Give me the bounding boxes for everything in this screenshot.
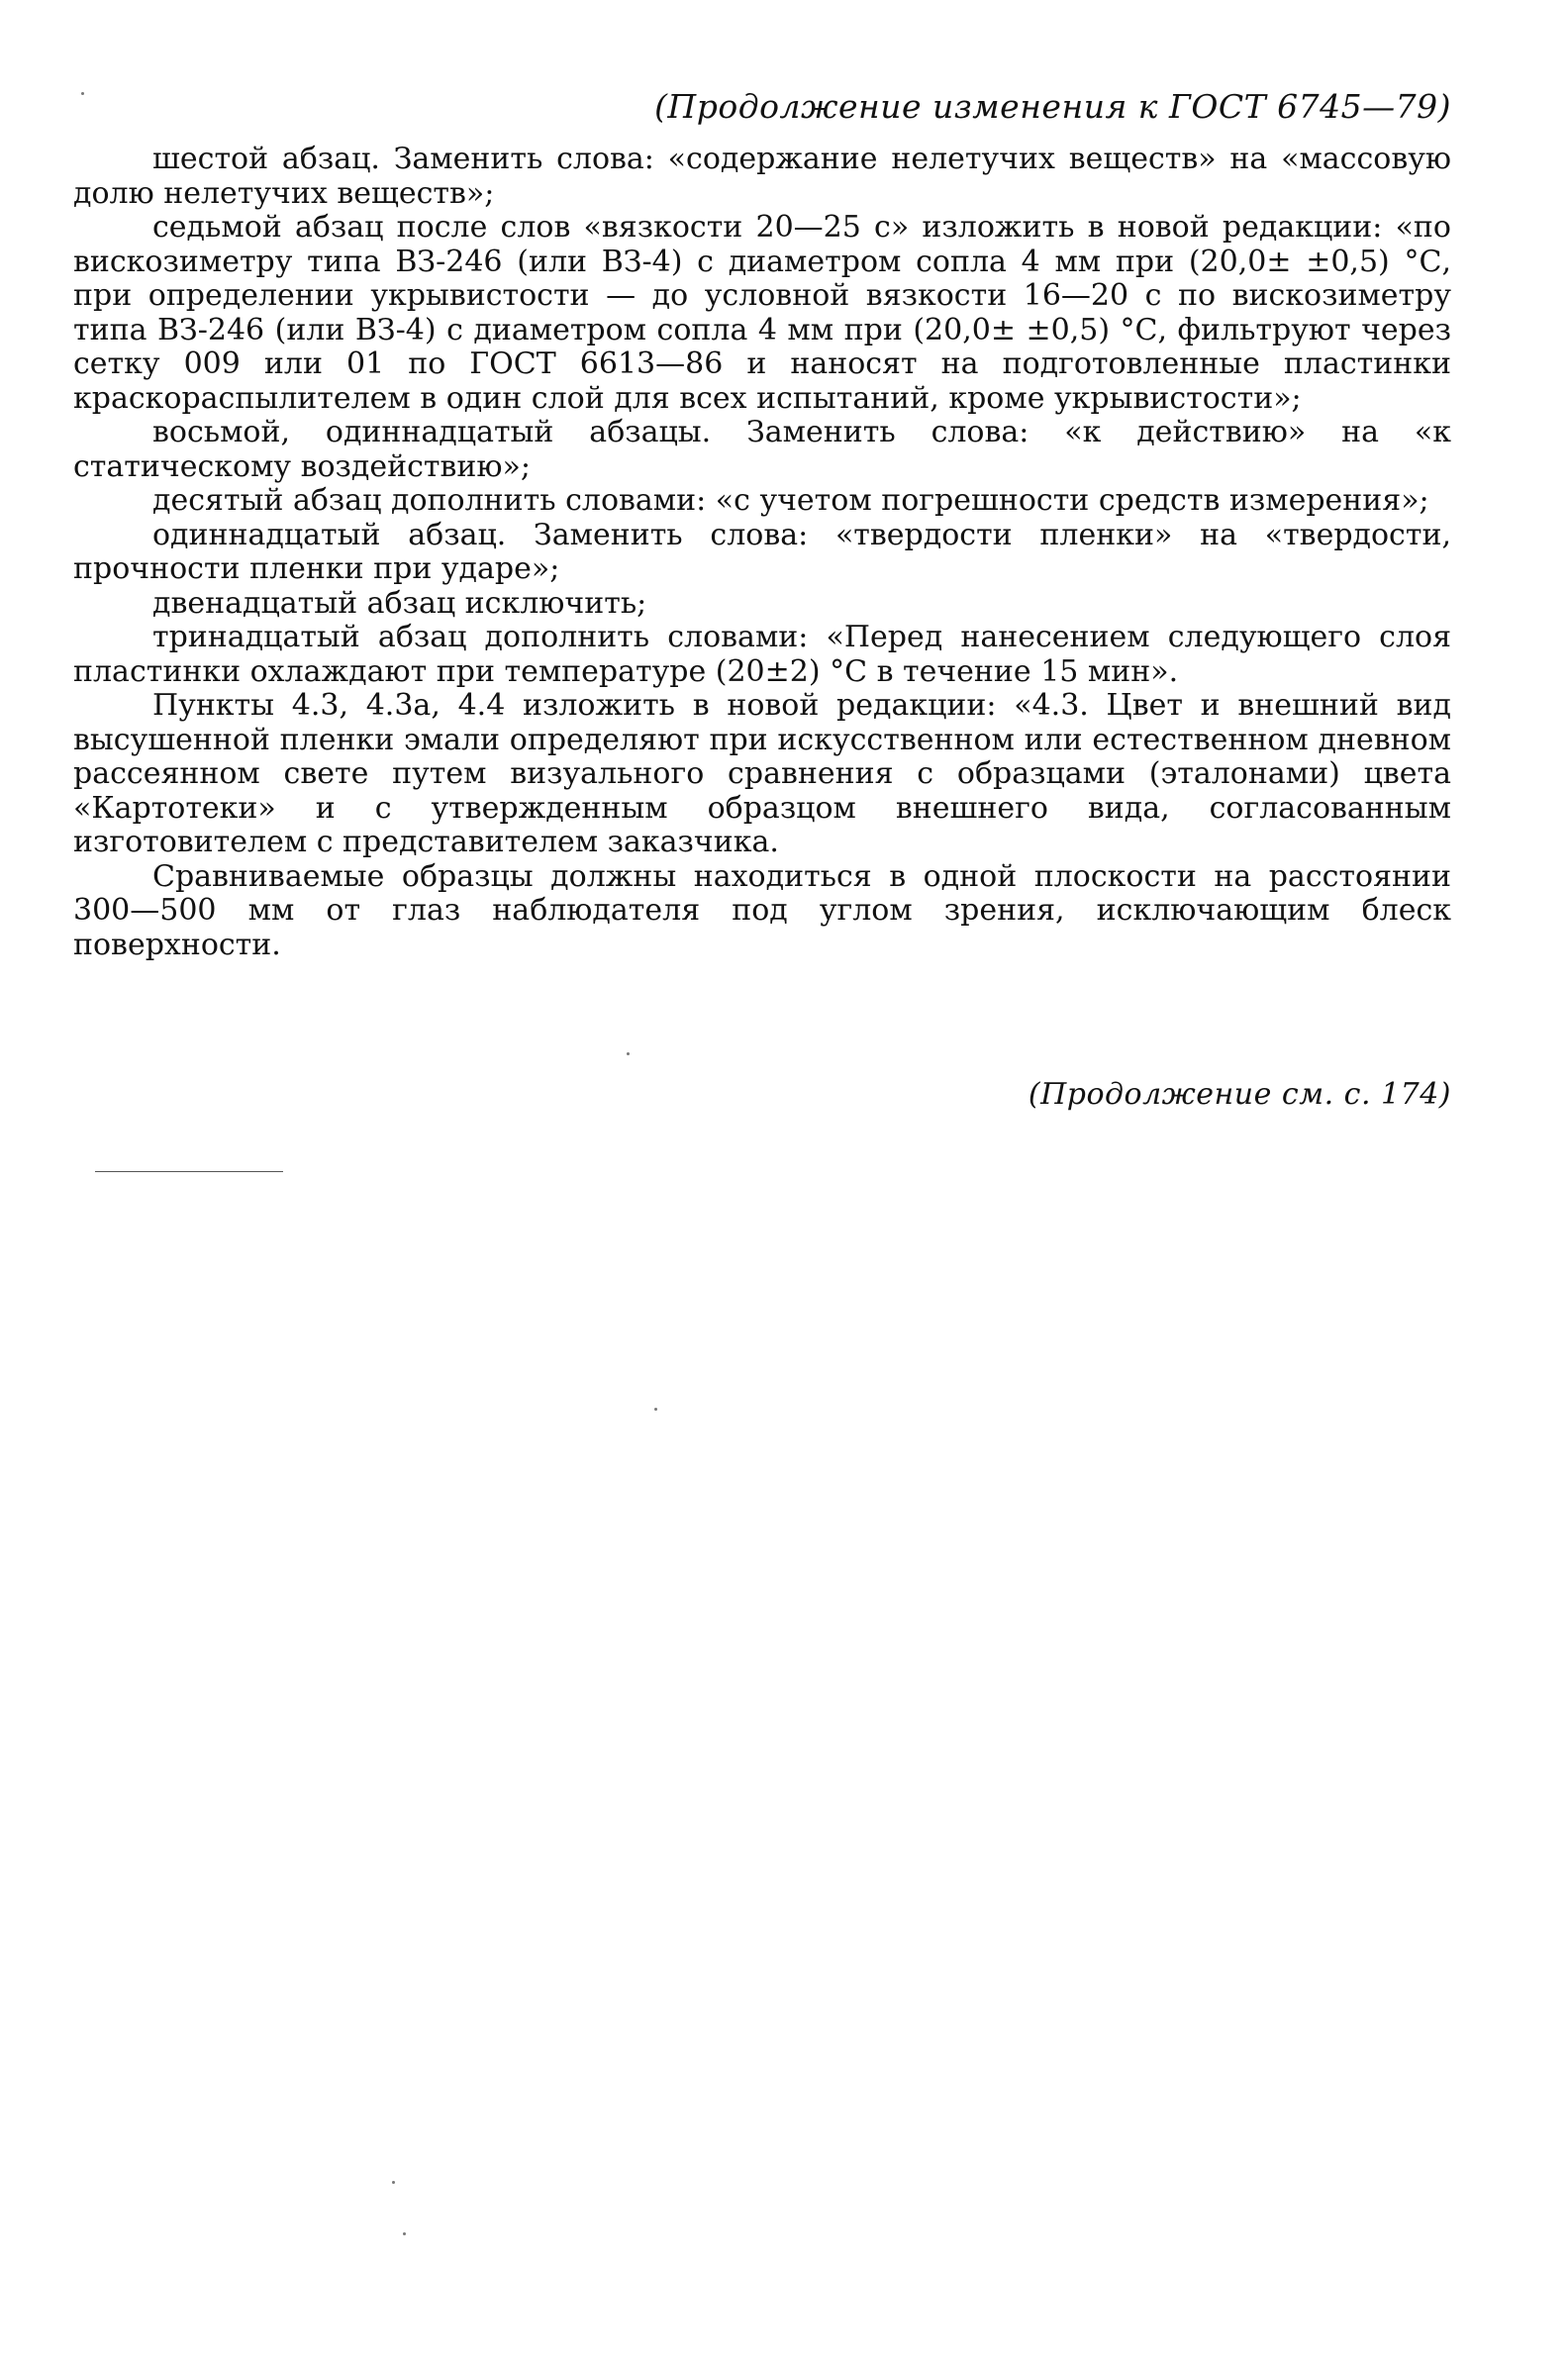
scan-speck [81,92,84,95]
paragraph-comparison: Сравниваемые образцы должны находиться в одной плоскости на расстоянии 300—500 мм от глаз наблюдателя под углом зрения, исключающим блеск поверхности. [73,858,1451,962]
paragraph-items-4-3: Пункты 4.3, 4.3а, 4.4 изложить в новой редакции: «4.3. Цвет и внешний вид высушенной пленки эмали определяют при искусственном или естественном дневном рассеянном свете путем визуального сравнения с образцами (эталонами) цвета «Картотеки» и с утвержденным образцом внешнего вида, согласованным изготовителем с представителем заказчика. [73,688,1451,859]
paragraph-eleventh-abzac: одиннадцатый абзац. Заменить слова: «твердости пленки» на «твердости, прочности пленки при ударе»; [73,517,1451,586]
running-header: (Продолжение изменения к ГОСТ 6745—79) [654,87,1451,126]
scan-speck [627,1052,630,1055]
paragraph-thirteenth-abzac: тринадцатый абзац дополнить словами: «Перед нанесением следующего слоя пластинки охлаждают при температуре (20±2) °С в течение 15 мин». [73,620,1451,689]
paragraph-eighth-eleventh-abzac: восьмой, одиннадцатый абзацы. Заменить слова: «к действию» на «к статическому воздействию»; [73,415,1451,484]
scan-speck [403,2232,406,2235]
scan-speck [392,2181,395,2184]
body-text [73,143,1451,962]
continuation-note: (Продолжение см. с. 174) [1028,1077,1451,1112]
paragraph-seventh-abzac: седьмой абзац после слов «вязкости 20—25 с» изложить в новой редакции: «по вискозиметру типа ВЗ-246 (или ВЗ-4) с диаметром сопла 4 мм при (20,0± ±0,5) °С, при определении укрывистости — до условной вязкости 16—20 с по вискозиметру типа ВЗ-246 (или ВЗ-4) с диаметром сопла 4 мм при (20,0± ±0,5) °С, фильтруют через сетку 009 или 01 по ГОСТ 6613—86 и наносят на подготовленные пластинки краскораспылителем в один слой для всех испытаний, кроме укрывистости»; [73,210,1451,416]
paragraph-sixth-abzac: шестой абзац. Заменить слова: «содержание нелетучих веществ» на «массовую долю нелетучих веществ»; [73,142,1451,211]
footnote-divider [95,1171,283,1172]
paragraph-twelfth-abzac: двенадцатый абзац исключить; [152,585,647,621]
paragraph-tenth-abzac: десятый абзац дополнить словами: «с учетом погрешности средств измерения»; [152,483,1429,518]
scan-speck [654,1408,657,1411]
